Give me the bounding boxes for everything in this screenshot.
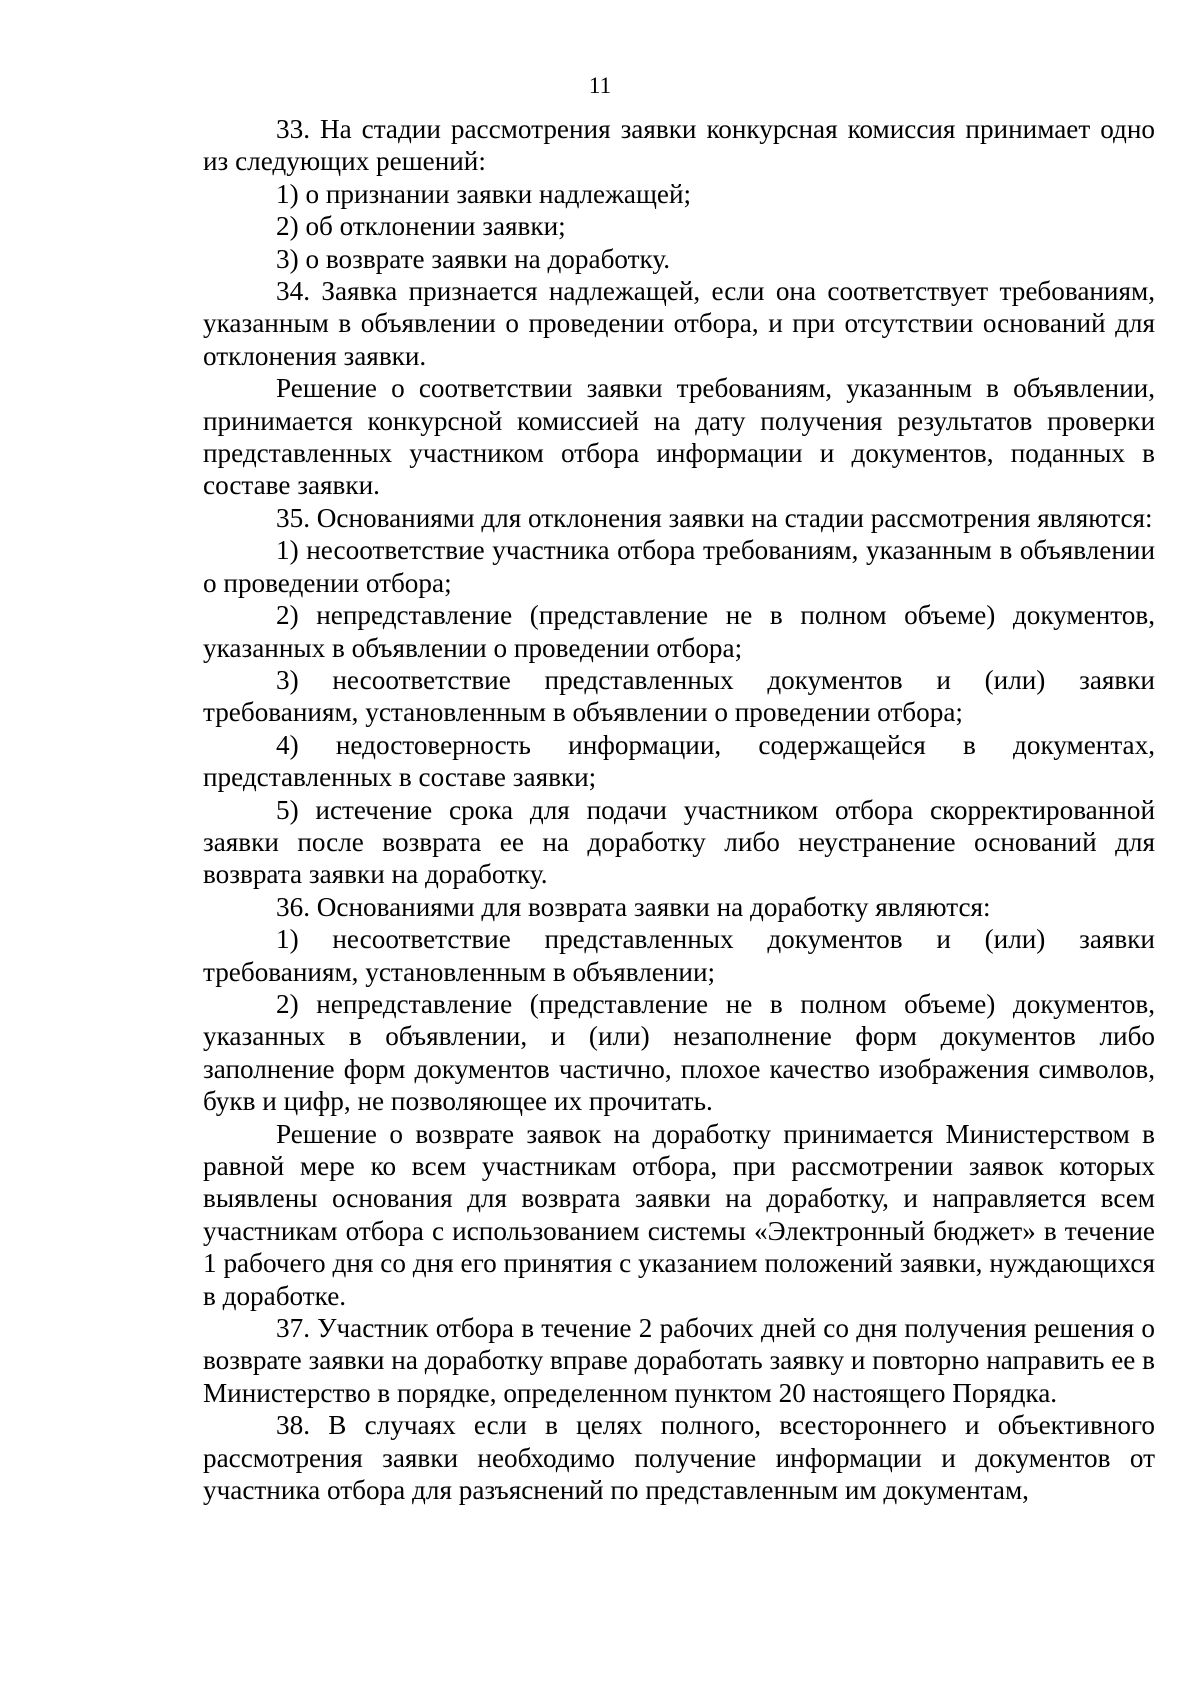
paragraph-35-item-2: 2) непредставление (представление не в полном объеме) документов, указанных в объявлении о проведении отбора; <box>203 600 1155 663</box>
page-number: 11 <box>588 73 612 98</box>
paragraph-35-item-5: 5) истечение срока для подачи участником отбора скорректированной заявки после возврата ее на доработку либо неустранение оснований для возврата заявки на доработку. <box>203 794 1155 890</box>
paragraph-33-item-3: 3) о возврате заявки на доработку. <box>276 243 671 274</box>
paragraph-38: 38. В случаях если в целях полного, всестороннего и объективного рассмотрения заявки необходимо получение информации и документов от участника отбора для разъяснений по представленным им документам, <box>203 1410 1155 1506</box>
paragraph-33: 33. На стадии рассмотрения заявки конкурсная комиссия принимает одно из следующих решений: <box>203 114 1155 177</box>
paragraph-36-item-1: 1) несоответствие представленных документов и (или) заявки требованиям, установленным в объявлении; <box>203 924 1155 987</box>
paragraph-35-item-3: 3) несоответствие представленных документов и (или) заявки требованиям, установленным в объявлении о проведении отбора; <box>203 664 1155 728</box>
paragraph-36-decision: Решение о возврате заявок на доработку принимается Министерством в равной мере ко всем участникам отбора, при рассмотрении заявок которых выявлены основания для возврата заявки на доработку, и направляется всем участникам отбора с использованием системы «Электронный бюджет» в течение 1 рабочего дня со дня его принятия с указанием положений заявки, нуждающихся в доработке. <box>203 1118 1155 1311</box>
document-body <box>203 113 1155 1506</box>
paragraph-37: 37. Участник отбора в течение 2 рабочих дней со дня получения решения о возврате заявки на доработку вправе доработать заявку и повторно направить ее в Министерство в порядке, определенном пунктом 20 настоящего Порядка. <box>203 1313 1155 1408</box>
paragraph-35-item-4: 4) недостоверность информации, содержащейся в документах, представленных в составе заявки; <box>203 729 1155 793</box>
paragraph-33-item-1: 1) о признании заявки надлежащей; <box>276 178 692 209</box>
paragraph-36-item-2: 2) непредставление (представление не в полном объеме) документов, указанных в объявлении, и (или) незаполнение форм документов либо заполнение форм документов частично, плохое качество изображения символов, букв и цифр, не позволяющее их прочитать. <box>203 988 1155 1117</box>
paragraph-35: 35. Основаниями для отклонения заявки на стадии рассмотрения являются: <box>276 502 1153 533</box>
paragraph-34: 34. Заявка признается надлежащей, если она соответствует требованиям, указанным в объявлении о проведении отбора, и при отсутствии оснований для отклонения заявки. <box>203 276 1155 371</box>
paragraph-33-item-2: 2) об отклонении заявки; <box>276 211 566 242</box>
paragraph-35-item-1: 1) несоответствие участника отбора требованиям, указанным в объявлении о проведении отбора; <box>203 535 1155 598</box>
paragraph-36: 36. Основаниями для возврата заявки на доработку являются: <box>276 891 991 922</box>
paragraph-34-decision: Решение о соответствии заявки требованиям, указанным в объявлении, принимается конкурсной комиссией на дату получения результатов проверки представленных участником отбора информации и документов, поданных в составе заявки. <box>203 373 1155 501</box>
